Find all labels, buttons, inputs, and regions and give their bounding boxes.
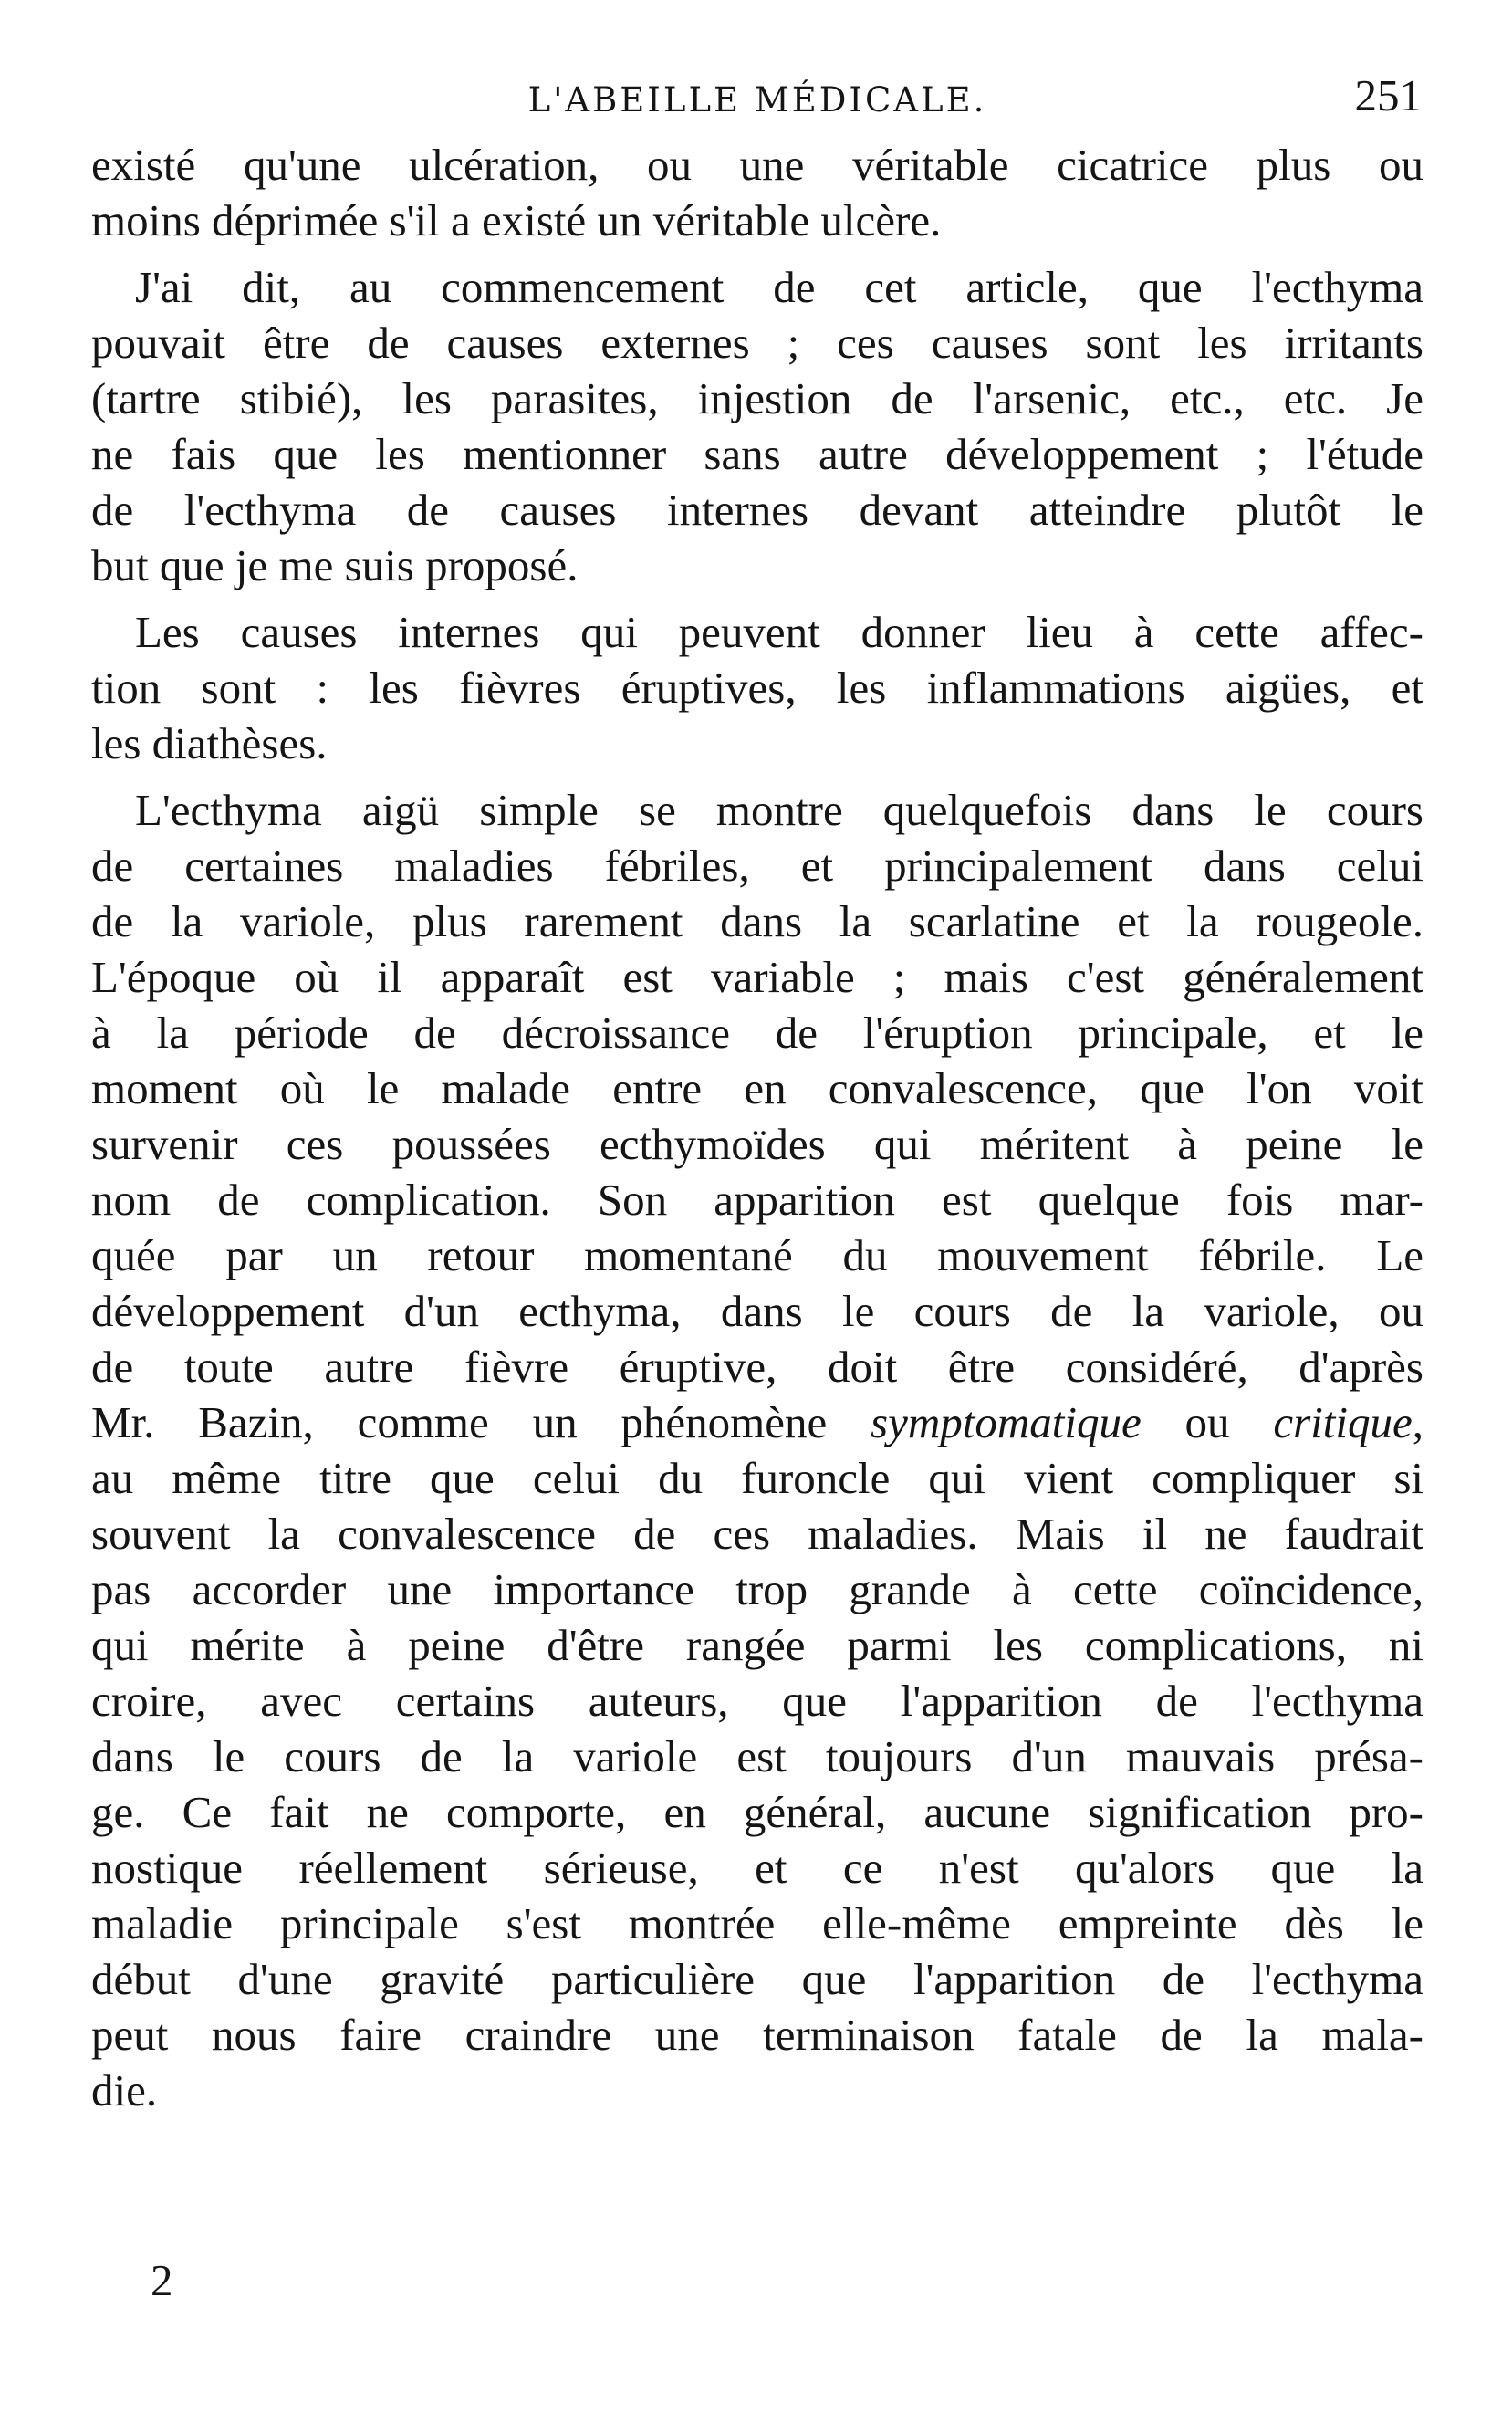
text-line: ne fais que les mentionner sans autre développement ; l'étude xyxy=(91,429,1423,479)
page-number: 251 xyxy=(1354,70,1422,120)
paragraph xyxy=(91,137,1423,248)
text-line: développement d'un ecthyma, dans le cours de la variole, ou xyxy=(91,1286,1423,1336)
text-line: nom de complication. Son apparition est quelque fois mar- xyxy=(91,1175,1423,1225)
text-line: de la variole, plus rarement dans la scarlatine et la rougeole. xyxy=(91,896,1423,946)
paragraph xyxy=(91,604,1423,771)
text-line: maladie principale s'est montrée elle-même empreinte dès le xyxy=(91,1898,1423,1948)
text-line: peut nous faire craindre une terminaison fatale de la mala- xyxy=(91,2010,1423,2060)
text-line: les diathèses. xyxy=(91,718,328,768)
text-line: à la période de décroissance de l'éruption principale, et le xyxy=(91,1008,1423,1058)
text-line: existé qu'une ulcération, ou une véritable cicatrice plus ou xyxy=(91,140,1423,190)
text-line: moment où le malade entre en convalescence, que l'on voit xyxy=(91,1063,1423,1113)
text-line: dans le cours de la variole est toujours d'un mauvais présa- xyxy=(91,1731,1423,1781)
text-line: but que je me suis proposé. xyxy=(91,540,579,590)
text-line: tion sont : les fièvres éruptives, les inflammations aigües, et xyxy=(91,663,1423,713)
text-line: souvent la convalescence de ces maladies. Mais il ne faudrait xyxy=(91,1509,1423,1559)
text-line: de certaines maladies fébriles, et principalement dans celui xyxy=(91,841,1423,891)
text-line: de l'ecthyma de causes internes devant atteindre plutôt le xyxy=(91,485,1423,535)
text-line: pouvait être de causes externes ; ces causes sont les irritants xyxy=(91,318,1423,368)
text-segment: Mr. Bazin, comme un phénomène xyxy=(91,1397,871,1447)
running-title: L'ABEILLE MÉDICALE. xyxy=(527,80,987,120)
text-line: nostique réellement sérieuse, et ce n'est qu'alors que la xyxy=(91,1843,1423,1893)
paragraph xyxy=(91,259,1423,593)
text-line: ge. Ce fait ne comporte, en général, aucune signification pro- xyxy=(91,1787,1423,1837)
text-line xyxy=(91,1395,1423,1450)
text-line: de toute autre fièvre éruptive, doit être considéré, d'après xyxy=(91,1342,1423,1392)
text-line: (tartre stibié), les parasites, injestion de l'arsenic, etc., etc. Je xyxy=(91,373,1423,423)
text-line: survenir ces poussées ecthymoïdes qui méritent à peine le xyxy=(91,1119,1423,1169)
text-line: Les causes internes qui peuvent donner lieu à cette affec- xyxy=(135,607,1423,657)
text-line: L'ecthyma aigü simple se montre quelquefois dans le cours xyxy=(135,785,1423,835)
text-line: croire, avec certains auteurs, que l'apparition de l'ecthyma xyxy=(91,1676,1423,1726)
text-line: début d'une gravité particulière que l'apparition de l'ecthyma xyxy=(91,1954,1423,2004)
text-line: moins déprimée s'il a existé un véritable ulcère. xyxy=(91,195,942,245)
text-line: au même titre que celui du furoncle qui vient compliquer si xyxy=(91,1453,1423,1503)
paragraph xyxy=(91,782,1423,2118)
book-page xyxy=(91,64,1423,2364)
text-line: L'époque où il apparaît est variable ; mais c'est généralement xyxy=(91,952,1423,1002)
text-line: J'ai dit, au commencement de cet article, que l'ecthyma xyxy=(135,262,1423,312)
text-segment: ou xyxy=(1141,1397,1274,1447)
text-line: pas accorder une importance trop grande à cette coïncidence, xyxy=(91,1564,1423,1614)
italic-term: critique xyxy=(1273,1397,1413,1447)
text-line: quée par un retour momentané du mouvement fébrile. Le xyxy=(91,1230,1423,1280)
signature-mark: 2 xyxy=(151,2255,173,2305)
text-line: qui mérite à peine d'être rangée parmi les complications, ni xyxy=(91,1620,1423,1670)
text-line: die. xyxy=(91,2065,158,2115)
italic-term: symptomatique xyxy=(871,1397,1142,1447)
body-text xyxy=(91,137,1423,2118)
text-segment: , xyxy=(1412,1397,1423,1447)
running-head xyxy=(91,64,1423,137)
